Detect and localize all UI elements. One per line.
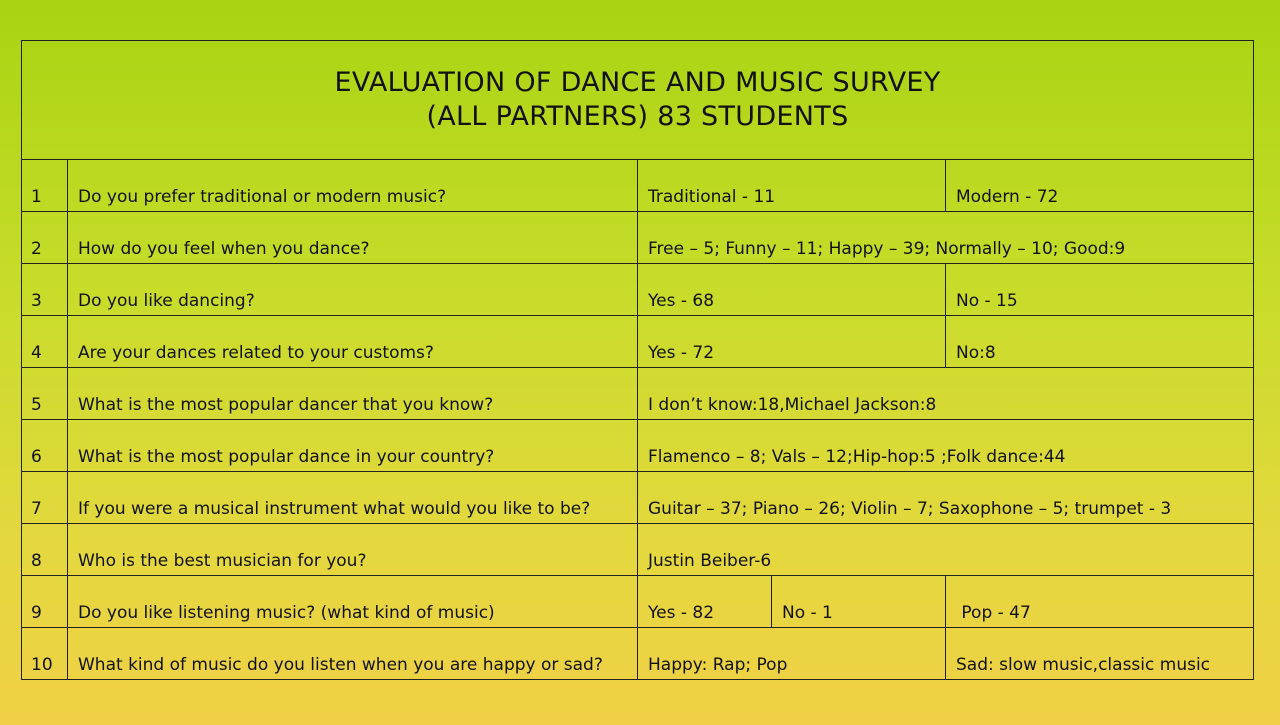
answer-cell: Guitar – 37; Piano – 26; Violin – 7; Saxophone – 5; trumpet - 3 [648,499,1172,519]
answer-cell: Happy: Rap; Pop [638,628,946,680]
title-line-1: EVALUATION OF DANCE AND MUSIC SURVEY [334,67,941,98]
table-row [22,212,1253,264]
question-cell: What kind of music do you listen when you are happy or sad? [68,628,638,680]
answer-cell: Sad: slow music,classic music [956,655,1211,675]
answer-cell: Yes - 72 [638,316,946,367]
table-row [22,628,1253,680]
table-row [22,420,1253,472]
row-number: 1 [22,160,68,211]
question-cell: What is the most popular dancer that you know? [68,368,638,419]
survey-table [21,40,1254,680]
table-row [22,316,1253,368]
table-row [22,264,1253,316]
answer-cell: Yes - 82 [638,576,772,627]
row-number: 6 [22,420,68,471]
row-number: 4 [22,316,68,367]
answer-cell: Modern - 72 [956,187,1059,207]
row-number: 8 [22,524,68,575]
answer-cell: No:8 [956,343,996,363]
answer-cell: No - 15 [956,291,1018,311]
row-number: 3 [22,264,68,315]
row-number: 7 [22,472,68,523]
title-line-2: (ALL PARTNERS) 83 STUDENTS [426,101,849,132]
question-cell: Who is the best musician for you? [68,524,638,575]
table-row [22,524,1253,576]
question-cell: What is the most popular dance in your country? [68,420,638,471]
answer-cell: Flamenco – 8; Vals – 12;Hip-hop:5 ;Folk dance:44 [648,447,1066,467]
question-cell: How do you feel when you dance? [68,212,638,263]
answer-cell: Justin Beiber-6 [648,551,772,571]
table-row [22,160,1253,212]
row-number: 2 [22,212,68,263]
question-cell: Do you prefer traditional or modern music? [68,160,638,211]
question-cell: Are your dances related to your customs? [68,316,638,367]
answer-cell: Pop - 47 [956,603,1031,623]
table-row [22,368,1253,420]
table-row [22,576,1253,628]
question-cell: Do you like dancing? [68,264,638,315]
question-cell: Do you like listening music? (what kind of music) [68,576,638,627]
table-row [22,472,1253,524]
answer-cell: Yes - 68 [638,264,946,315]
answer-cell: No - 1 [772,576,946,627]
table-title [22,41,1253,160]
row-number: 5 [22,368,68,419]
answer-cell: Free – 5; Funny – 11; Happy – 39; Normally – 10; Good:9 [648,239,1126,259]
row-number: 9 [22,576,68,627]
answer-cell: I don’t know:18,Michael Jackson:8 [648,395,937,415]
row-number: 10 [22,628,68,680]
question-cell: If you were a musical instrument what would you like to be? [68,472,638,523]
answer-cell: Traditional - 11 [638,160,946,211]
